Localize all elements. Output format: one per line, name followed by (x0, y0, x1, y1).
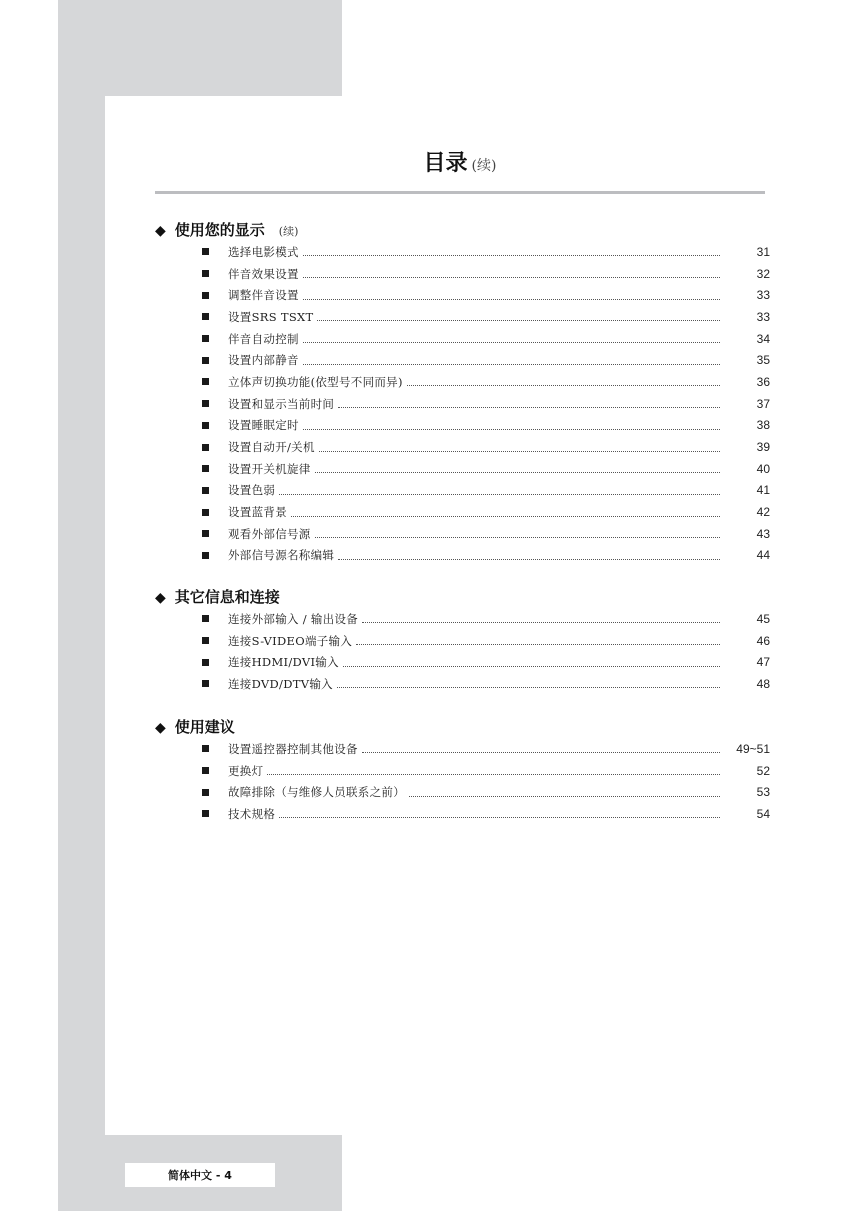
toc-entry[interactable] (155, 608, 770, 630)
toc-entry[interactable] (155, 436, 770, 458)
dot-leader (315, 472, 720, 473)
bullet-square-icon (202, 680, 209, 687)
toc-entry-label: 设置睡眠定时 (228, 418, 299, 433)
toc-entry[interactable] (155, 349, 770, 371)
toc-entry-page: 33 (756, 309, 770, 324)
section-title: 其它信息和连接 (174, 588, 280, 606)
bullet-square-icon (202, 509, 209, 516)
toc-entry[interactable] (155, 501, 770, 523)
toc-entry-page: 43 (756, 526, 770, 541)
toc-entry-page: 36 (756, 374, 770, 389)
toc-entry[interactable] (155, 415, 770, 437)
bullet-square-icon (202, 444, 209, 451)
section-title: 使用您的显示 (174, 221, 265, 239)
dot-leader (303, 299, 720, 300)
dot-leader (343, 666, 720, 667)
page-title-subtitle: (续) (471, 158, 497, 174)
toc-entry-label: 连接S-VIDEO端子输入 (228, 633, 353, 648)
bullet-square-icon (202, 292, 209, 299)
bullet-square-icon (202, 552, 209, 559)
bullet-square-icon (202, 530, 209, 537)
page-footer-label: 简体中文 - 4 (125, 1163, 275, 1187)
toc-entry[interactable] (155, 523, 770, 545)
toc-section-tips (155, 716, 770, 825)
toc-entry-page: 34 (756, 331, 770, 346)
dot-leader (319, 451, 720, 452)
bullet-square-icon (202, 313, 209, 320)
toc-entry-page: 33 (756, 288, 770, 303)
dot-leader (303, 342, 720, 343)
toc-entry-page: 38 (756, 418, 770, 433)
dot-leader (362, 622, 720, 623)
toc-entry-label: 设置和显示当前时间 (228, 396, 335, 411)
toc-entry-page: 53 (756, 785, 770, 800)
toc-entry-label: 设置SRS TSXT (228, 309, 314, 324)
toc-entry-page: 40 (756, 461, 770, 476)
toc-entry-label: 立体声切换功能(依型号不同而异) (228, 374, 403, 389)
dot-leader (291, 516, 720, 517)
bullet-square-icon (202, 615, 209, 622)
toc-entry-page: 52 (756, 763, 770, 778)
toc-entry-page: 39 (756, 440, 770, 455)
bullet-square-icon (202, 637, 209, 644)
bullet-square-icon (202, 400, 209, 407)
toc-entry[interactable] (155, 738, 770, 760)
toc-entry-page: 31 (756, 244, 770, 259)
dot-leader (337, 687, 720, 688)
toc-entry-label: 设置蓝背景 (228, 505, 287, 520)
dot-leader (303, 277, 720, 278)
toc-entry-label: 外部信号源名称编辑 (228, 548, 335, 563)
toc-entry[interactable] (155, 673, 770, 695)
toc-entry[interactable] (155, 263, 770, 285)
left-gray-margin (58, 0, 105, 1211)
section-continued-note: (续) (278, 225, 299, 238)
toc-entry-label: 连接DVD/DTV输入 (228, 676, 333, 691)
toc-entry-page: 32 (756, 266, 770, 281)
bullet-square-icon (202, 378, 209, 385)
toc-entry-label: 伴音效果设置 (228, 266, 299, 281)
toc-entry-label: 设置色弱 (228, 483, 276, 498)
dot-leader (317, 320, 720, 321)
toc-section-other-info (155, 586, 770, 695)
section-heading (155, 716, 770, 738)
dot-leader (362, 752, 720, 753)
toc-entry-page: 48 (756, 676, 770, 691)
toc-entry-page: 41 (756, 483, 770, 498)
toc-entry-label: 设置自动开/关机 (228, 440, 315, 455)
dot-leader (338, 407, 720, 408)
toc-entry-label: 观看外部信号源 (228, 526, 311, 541)
toc-entry[interactable] (155, 545, 770, 567)
section-heading (155, 219, 770, 241)
toc-entry[interactable] (155, 781, 770, 803)
toc-entry-label: 设置遥控器控制其他设备 (228, 741, 358, 756)
toc-entry-label: 连接外部输入 / 输出设备 (228, 611, 359, 626)
toc-entry[interactable] (155, 371, 770, 393)
toc-entry[interactable] (155, 630, 770, 652)
toc-entry-label: 设置内部静音 (228, 353, 299, 368)
toc-entry-page: 49~51 (736, 741, 770, 756)
dot-leader (303, 255, 720, 256)
section-heading (155, 586, 770, 608)
bullet-square-icon (202, 270, 209, 277)
dot-leader (315, 537, 720, 538)
dot-leader (303, 364, 720, 365)
toc-section-display (155, 219, 770, 566)
top-gray-tab (58, 0, 342, 96)
section-title: 使用建议 (174, 718, 235, 736)
dot-leader (279, 817, 720, 818)
toc-entry-label: 连接HDMI/DVI输入 (228, 655, 339, 670)
toc-entry[interactable] (155, 760, 770, 782)
bullet-square-icon (202, 248, 209, 255)
toc-entry-page: 45 (756, 611, 770, 626)
bullet-square-icon (202, 810, 209, 817)
toc-entry-page: 47 (756, 655, 770, 670)
toc-entry-page: 46 (756, 633, 770, 648)
toc-entry-page: 37 (756, 396, 770, 411)
page-title-text: 目录 (423, 150, 468, 176)
toc-entry-label: 更换灯 (228, 763, 264, 778)
dot-leader (303, 429, 720, 430)
toc-entry-page: 44 (756, 548, 770, 563)
page-title (155, 146, 765, 177)
toc-entry-label: 设置开关机旋律 (228, 461, 311, 476)
toc-entry[interactable] (155, 651, 770, 673)
dot-leader (356, 644, 720, 645)
toc-entry-page: 42 (756, 505, 770, 520)
toc-entry-page: 54 (756, 806, 770, 821)
bullet-square-icon (202, 789, 209, 796)
dot-leader (407, 385, 720, 386)
dot-leader (267, 774, 720, 775)
toc-entry[interactable] (155, 803, 770, 825)
toc-entry-label: 调整伴音设置 (228, 288, 299, 303)
bullet-square-icon (202, 335, 209, 342)
bullet-square-icon (202, 659, 209, 666)
bullet-square-icon (202, 465, 209, 472)
toc-entry[interactable] (155, 393, 770, 415)
toc-entry-label: 故障排除（与维修人员联系之前） (228, 785, 405, 800)
toc-entry[interactable] (155, 480, 770, 502)
toc-entry[interactable] (155, 284, 770, 306)
diamond-icon: ◆ (155, 590, 166, 606)
dot-leader (409, 796, 720, 797)
toc-entry-page: 35 (756, 353, 770, 368)
bullet-square-icon (202, 487, 209, 494)
dot-leader (279, 494, 720, 495)
toc-entry-label: 技术规格 (228, 806, 276, 821)
bullet-square-icon (202, 767, 209, 774)
toc-entry-label: 选择电影模式 (228, 244, 299, 259)
toc-entry-label: 伴音自动控制 (228, 331, 299, 346)
diamond-icon: ◆ (155, 223, 166, 239)
diamond-icon: ◆ (155, 720, 166, 736)
toc-entry[interactable] (155, 306, 770, 328)
toc-entry[interactable] (155, 328, 770, 350)
title-divider (155, 191, 765, 194)
bullet-square-icon (202, 357, 209, 364)
toc-entry[interactable] (155, 241, 770, 263)
dot-leader (338, 559, 720, 560)
toc-entry[interactable] (155, 458, 770, 480)
bullet-square-icon (202, 422, 209, 429)
bullet-square-icon (202, 745, 209, 752)
